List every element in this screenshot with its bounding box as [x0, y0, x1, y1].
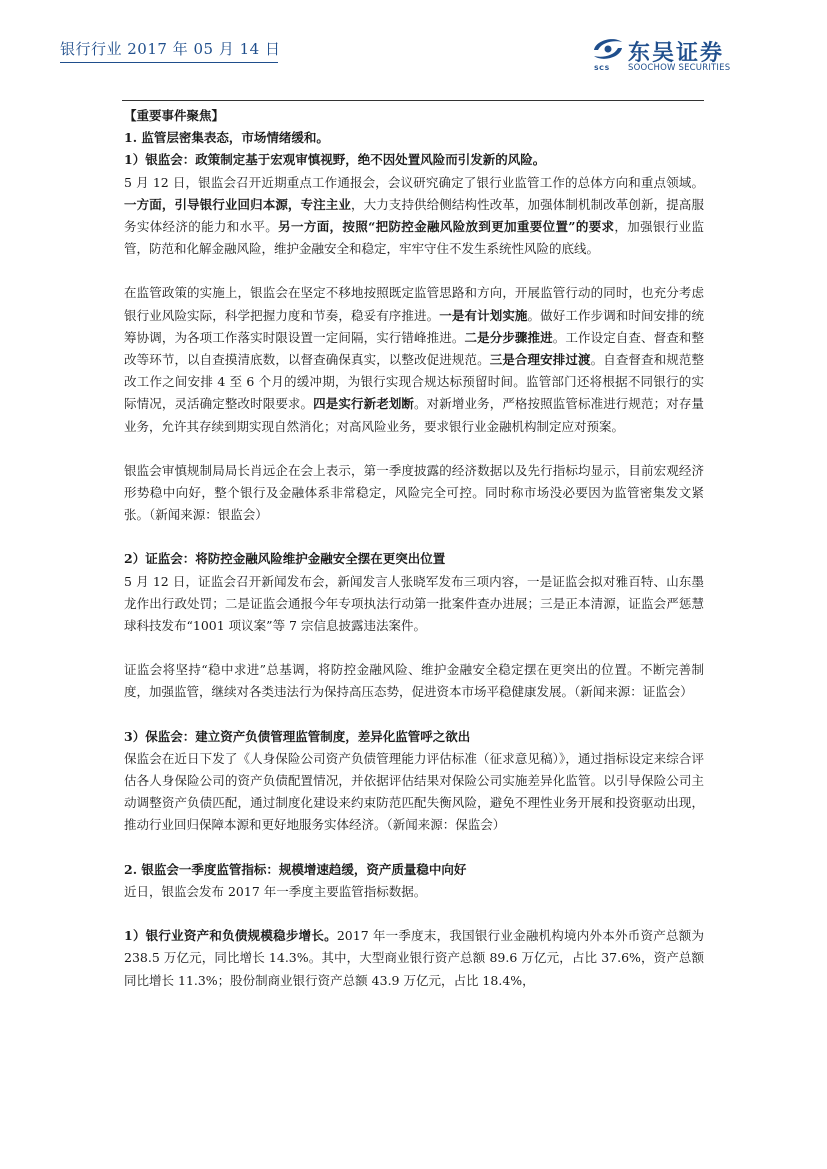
subheading-cbrc: 1）银监会：政策制定基于宏观审慎视野，绝不因处置风险而引发新的风险。 — [124, 152, 546, 168]
subheading-csrc: 2）证监会：将防控金融风险维护金融安全摆在更突出位置 — [124, 551, 446, 567]
heading-1: 1. 监管层密集表态，市场情绪缓和。 — [124, 130, 329, 146]
section-title: 【重要事件聚焦】 — [124, 108, 225, 123]
paragraph-cbrc-2: 在监管政策的实施上，银监会在坚定不移地按照既定监管思路和方向，开展监管行动的同时，也充分考虑银行业风险实际，科学把握力度和节奏，稳妥有序推进。一是有计划实施。做好工作步调和时间安排的统筹协调，为各项工作落实时限设置一定间隔，实行错峰推进。二是分步骤推进。工作设定自查、督查和整改等环节，以自查摸清底数，以督查确保真实，以整改促进规范。三是合理安排过渡。自查督查和规范整改工作之间安排 4 至 6 个月的缓冲期，为银行实现合规达标预留时间。监管部门还将根据不同银行的实际情况，灵活确定整改时限要求。四是实行新老划断。对新增业务，严格按照监管标准进行规范；对存量业务，允许其存续到期实现自然消化；对高风险业务，要求银行业金融机构制定应对预案。 — [124, 285, 704, 434]
paragraph-assets: 1）银行业资产和负债规模稳步增长。2017 年一季度末，我国银行业金融机构境内外本外币资产总额为 238.5 万亿元，同比增长 14.3%。其中，大型商业银行资产总额 89.6 万亿元，占比 37.6%，资产总额同比增长 11.3%；股份制商业银行资产总额 43.9 万亿元，占比 18.4%， — [124, 928, 704, 988]
logo-chinese-name: 东吴证券 — [628, 41, 725, 66]
header-date: 银行行业 2017 年 05 月 14 日 — [60, 40, 281, 58]
document-body — [124, 105, 704, 992]
content-top-rule — [122, 100, 704, 101]
subheading-circ: 3）保监会：建立资产负债管理监管制度，差异化监管呼之欲出 — [124, 728, 471, 744]
paragraph-cbrc-1: 5 月 12 日，银监会召开近期重点工作通报会，会议研究确定了银行业监管工作的总体方向和重点领域。一方面，引导银行业回归本源，专注主业，大力支持供给侧结构性改革，加强体制机制改革创新，提高服务实体经济的能力和水平。另一方面，按照“把防控金融风险放到更加重要位置”的要求，加强银行业监管，防范和化解金融风险，维护金融安全和稳定，牢牢守住不发生系统性风险的底线。 — [124, 174, 704, 257]
paragraph-cbrc-3: 银监会审慎规制局局长肖远企在会上表示，第一季度披露的经济数据以及先行指标均显示，目前宏观经济形势稳中向好，整个银行及金融体系非常稳定，风险完全可控。同时称市场没必要因为监管密集发文紧张。（新闻来源：银监会） — [124, 462, 704, 523]
paragraph-circ-1: 保监会在近日下发了《人身保险公司资产负债管理能力评估标准（征求意见稿）》，通过指标设定来综合评估各人身保险公司的资产负债配置情况，并依据评估结果对保险公司实施差异化监管。以引导保险公司主动调整资产负债匹配，通过制度化建设来约束防范匹配失衡风险，避免不理性业务开展和投资驱动出现，推动行业回归保障本源和更好地服务实体经济。（新闻来源：保监会） — [124, 750, 704, 833]
company-logo — [588, 36, 768, 76]
logo-mark-text: SCS — [594, 64, 610, 72]
paragraph-csrc-2: 证监会将坚持“稳中求进”总基调，将防控金融风险、维护金融安全稳定摆在更突出的位置。不断完善制度，加强监管，继续对各类违法行为保持高压态势，促进资本市场平稳健康发展。（新闻来源：证监会） — [124, 662, 704, 700]
logo-english-name: SOOCHOW SECURITIES — [628, 63, 731, 73]
heading-2: 2. 银监会一季度监管指标：规模增速趋缓，资产质量稳中向好 — [124, 861, 467, 877]
logo-mark-icon — [590, 36, 626, 66]
paragraph-h2-intro: 近日，银监会发布 2017 年一季度主要监管指标数据。 — [124, 883, 427, 899]
header-underline — [60, 62, 278, 63]
paragraph-csrc-1: 5 月 12 日，证监会召开新闻发布会，新闻发言人张晓军发布三项内容，一是证监会拟对雅百特、山东墨龙作出行政处罚；二是证监会通报今年专项执法行动第一批案件查办进展；三是正本清源，证监会严惩慧球科技发布“1001 项议案”等 7 宗信息披露违法案件。 — [124, 573, 704, 634]
